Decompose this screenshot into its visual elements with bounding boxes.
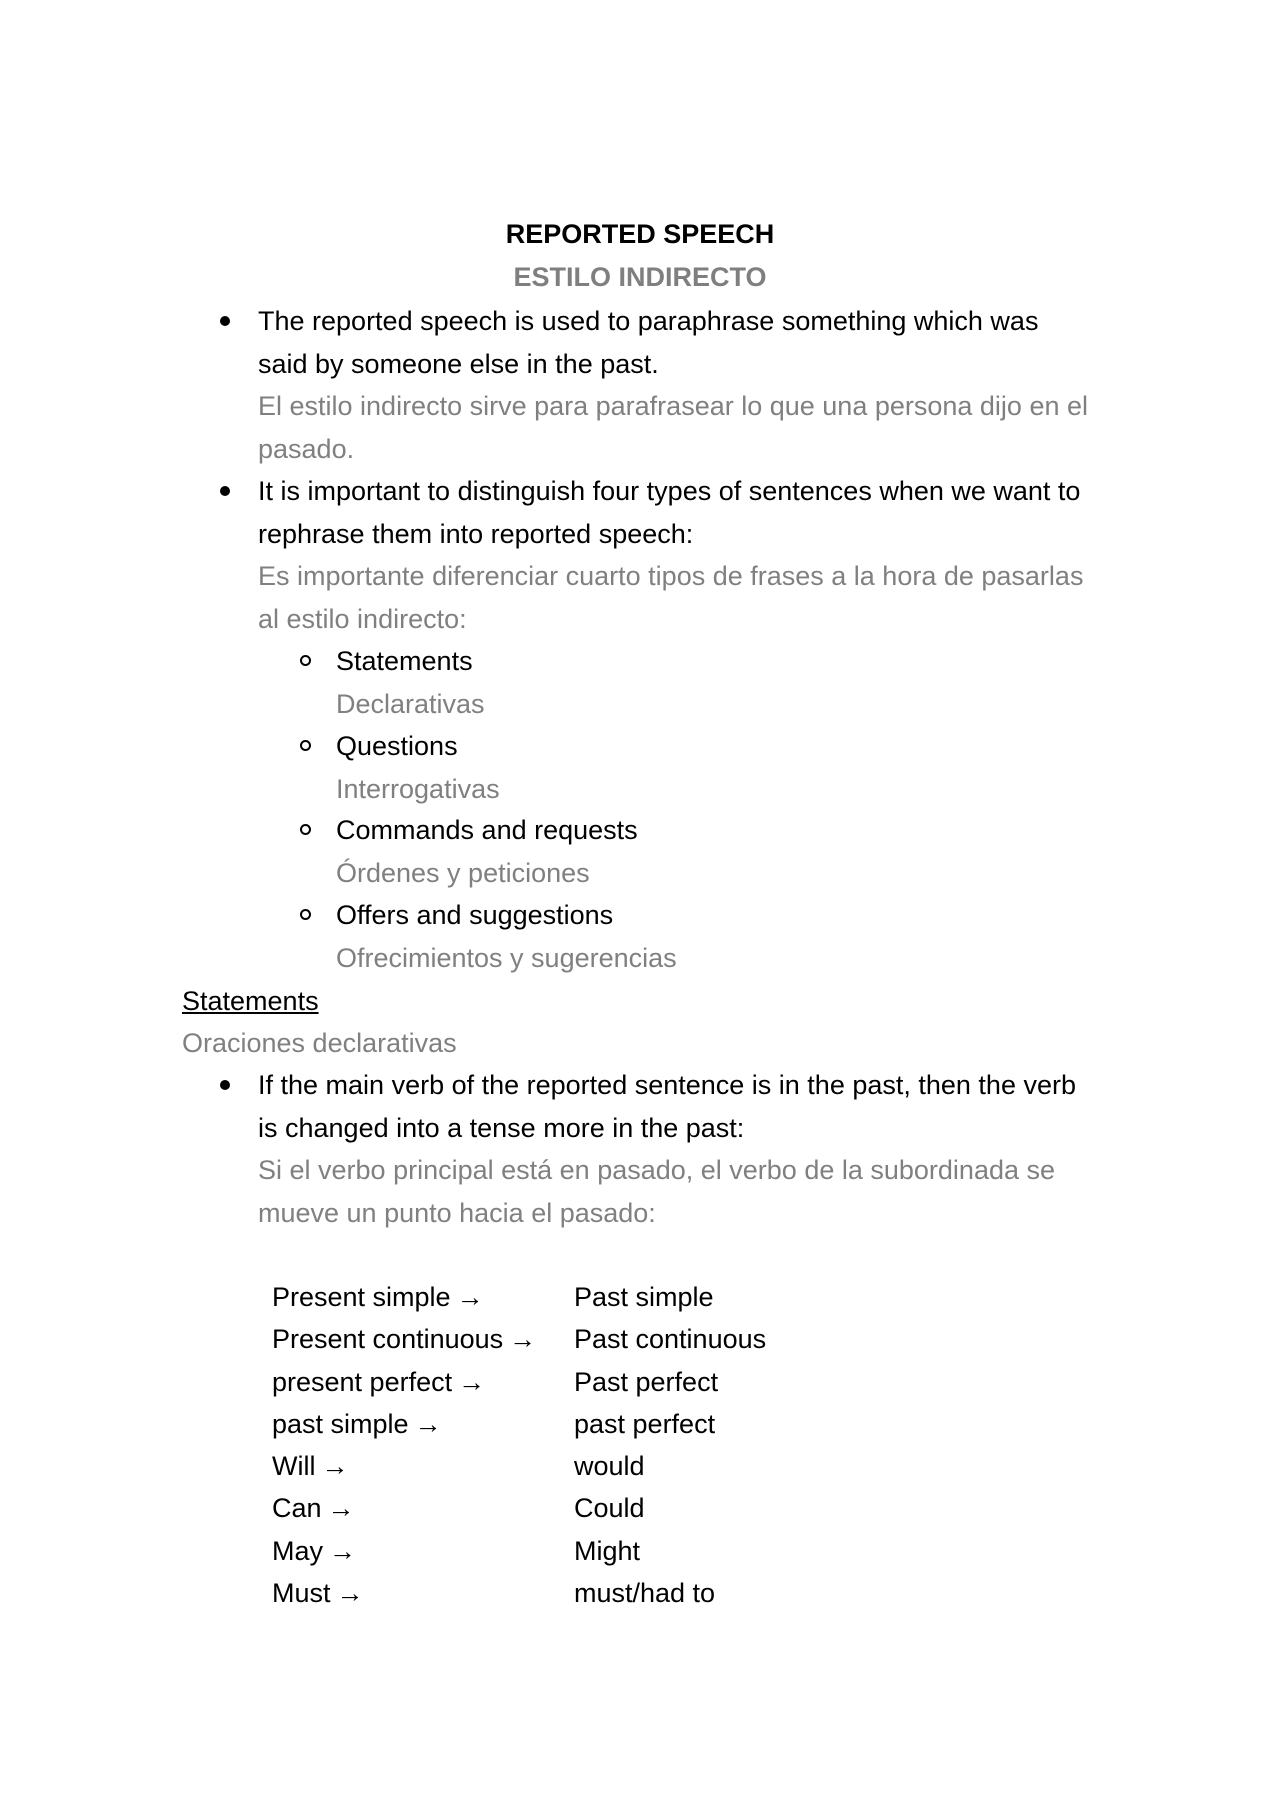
arrow-right-icon: →	[321, 1451, 349, 1482]
table-row	[272, 1445, 766, 1487]
tense-to: Past perfect	[574, 1366, 719, 1397]
table-row	[272, 1572, 766, 1614]
circle-bullet-icon	[300, 655, 311, 666]
statements-heading: Statements	[182, 986, 319, 1016]
sentence-type-en: Questions	[336, 731, 458, 761]
tense-to: Past simple	[574, 1282, 714, 1312]
table-row	[272, 1530, 766, 1572]
sentence-type-en: Offers and suggestions	[336, 900, 614, 930]
bullet-dot-icon	[220, 486, 230, 496]
arrow-right-icon: →	[458, 1366, 486, 1397]
intro-bullet-1	[258, 300, 1088, 470]
statements-bullet	[258, 1064, 1088, 1234]
intro-bullet-1-en: The reported speech is used to paraphrase something which was said by someone else in the past.	[258, 306, 1039, 379]
tense-change-table	[272, 1276, 766, 1614]
bullet-dot-icon	[220, 316, 230, 326]
circle-bullet-icon	[300, 740, 311, 751]
tense-to: Might	[574, 1535, 641, 1566]
intro-bullet-2	[258, 470, 1088, 640]
tense-to: Past continuous	[574, 1324, 767, 1355]
tense-from: Can →	[272, 1493, 355, 1524]
arrow-right-icon: →	[327, 1493, 355, 1524]
sentence-type-es: Interrogativas	[336, 773, 500, 804]
tense-from: May →	[272, 1535, 357, 1566]
tense-from: Must →	[272, 1578, 364, 1609]
tense-from: Present simple →	[272, 1282, 484, 1312]
tense-from: Present continuous →	[272, 1324, 537, 1355]
page-subtitle: ESTILO INDIRECTO	[513, 262, 767, 292]
statements-subheading: Oraciones declarativas	[182, 1028, 457, 1058]
sentence-type-en: Statements	[336, 646, 473, 676]
tense-from: past simple →	[272, 1408, 442, 1439]
arrow-right-icon: →	[509, 1324, 537, 1355]
page-title: REPORTED SPEECH	[505, 219, 775, 249]
sentence-type-es: Ofrecimientos y sugerencias	[336, 942, 677, 973]
table-row	[272, 1318, 766, 1360]
tense-to: would	[574, 1451, 645, 1482]
arrow-right-icon: →	[414, 1408, 442, 1439]
tense-to: Could	[574, 1493, 645, 1524]
tense-from: present perfect →	[272, 1366, 486, 1397]
intro-bullet-1-es: El estilo indirecto sirve para parafrasear lo que una persona dijo en el pasado.	[258, 391, 1088, 464]
sentence-type-statements	[336, 640, 1036, 725]
table-row	[272, 1403, 766, 1445]
arrow-right-icon: →	[336, 1578, 364, 1609]
circle-bullet-icon	[300, 824, 311, 835]
arrow-right-icon: →	[329, 1535, 357, 1566]
table-row	[272, 1276, 766, 1318]
sentence-type-questions	[336, 725, 1036, 810]
intro-bullet-2-es: Es importante diferenciar cuarto tipos de frases a la hora de pasarlas al estilo indirecto:	[258, 561, 1084, 634]
bullet-dot-icon	[220, 1080, 230, 1090]
statements-bullet-es: Si el verbo principal está en pasado, el verbo de la subordinada se mueve un punto hacia el pasado:	[258, 1155, 1056, 1228]
sentence-type-offers	[336, 894, 1036, 979]
table-row	[272, 1487, 766, 1529]
tense-from: Will →	[272, 1451, 349, 1482]
arrow-right-icon: →	[456, 1282, 484, 1312]
tense-to: must/had to	[574, 1578, 716, 1609]
sentence-type-commands	[336, 809, 1036, 894]
tense-to: past perfect	[574, 1408, 716, 1439]
sentence-type-en: Commands and requests	[336, 815, 638, 845]
circle-bullet-icon	[300, 909, 311, 920]
sentence-type-es: Órdenes y peticiones	[336, 857, 590, 888]
sentence-type-es: Declarativas	[336, 688, 485, 719]
statements-bullet-en: If the main verb of the reported sentence is in the past, then the verb is changed into a tense more in the past:	[258, 1070, 1076, 1143]
table-row	[272, 1361, 766, 1403]
intro-bullet-2-en: It is important to distinguish four types of sentences when we want to rephrase them into reported speech:	[258, 476, 1081, 549]
